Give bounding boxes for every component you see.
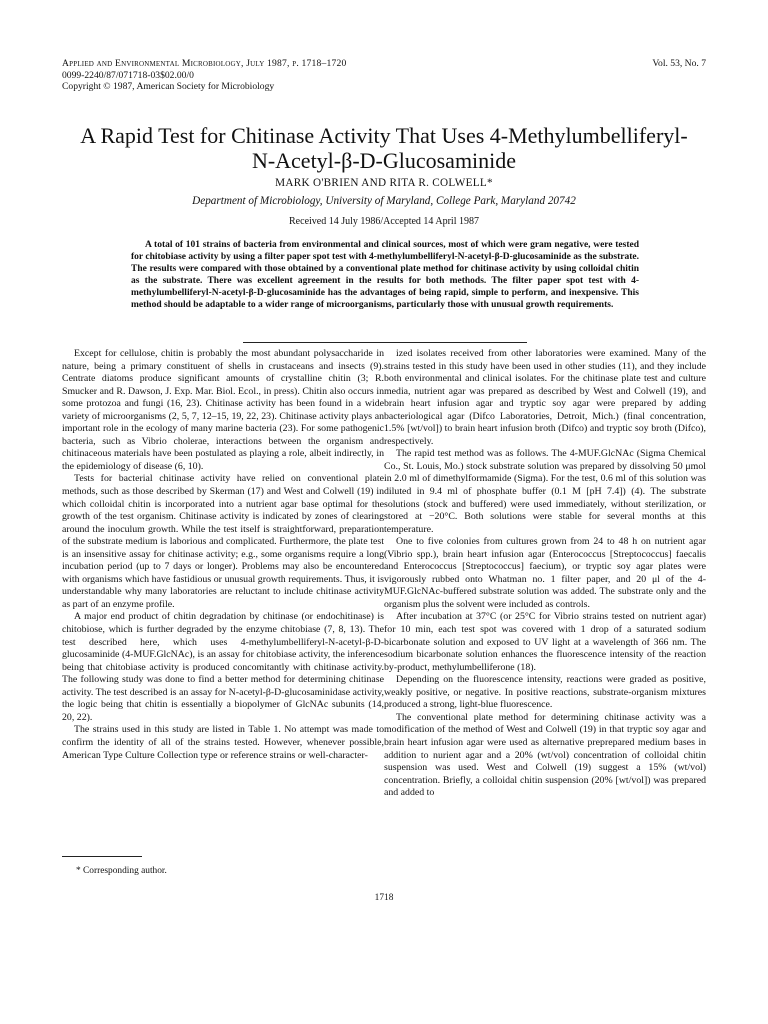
issn-line: 0099-2240/87/071718-03$02.00/0	[62, 69, 194, 81]
body-paragraph: The rapid test method was as follows. The 4-MUF.GlcNAc (Sigma Chemical Co., St. Louis, Mo.) stock substrate solution was prepared by dissolving 50 μmol in 2.0 ml of dimethylformamide (Sigma). For the test, 0.6 ml of this solution was diluted in 9.4 ml of phosphate buffer (0.1 M [pH 7.4]) (4). The substrate solutions (stock and buffered) were used immediately, without sterilization, or stored at −20°C. Both solutions were stable for several months at this temperature.	[384, 448, 706, 535]
author-list: MARK O'BRIEN AND RITA R. COLWELL*	[275, 177, 493, 189]
title-line-2: N-Acetyl-β-D-Glucosaminide	[251, 148, 517, 173]
section-divider	[243, 342, 527, 343]
body-paragraph: ized isolates received from other laboratories were examined. Many of the strains tested in this study have been used in other studies (11), and they include both environmental and clinical isolates. For the chitinase plate test and culture media, nutrient agar was prepared as described by West and Colwell (19), and brain heart infusion agar and tryptic soy agar were prepared by adding bacteriological agar (Difco Laboratories, Detroit, Mich.) (final concentration, 1.5% [wt/vol]) to brain heart infusion broth (Difco) and tryptic soy broth (Difco), respectively.	[384, 348, 706, 447]
affiliation: Department of Microbiology, University of Maryland, College Park, Maryland 20742	[192, 195, 576, 207]
body-paragraph: Except for cellulose, chitin is probably the most abundant polysaccharide in nature, being a primary constituent of shells in crustaceans and insects (9). Centrate diatoms produce significant amounts of crystalline chitin (3; R. Smucker and R. Dawson, J. Exp. Mar. Biol. Ecol., in press). Chitin also occurs in some protozoa and fungi (16, 23). Chitinase activity has been found in a wide variety of microorganisms (2, 5, 7, 12–15, 19, 22, 23). Chitinase activity plays an important role in the ecology of many marine bacteria (23). For some pathogenic bacteria, such as Vibrio cholerae, interactions between the organism and chitinaceous materials have been postulated as playing a role, albeit indirectly, in the epidemiology of disease (6, 10).	[62, 348, 384, 472]
page-number: 1718	[374, 893, 394, 903]
article-title	[40, 123, 728, 173]
body-paragraph: A major end product of chitin degradation by chitinase (or endochitinase) is chitobiose, which is further degraded by the enzyme chitobiase (7, 8, 13). The test described here, which uses 4-methylumbelliferyl-N-acetyl-β-D-glucosaminide (4-MUF.GlcNAc), is an assay for chitobiase activity, the inference being that chitobiase activity is produced concomitantly with chitinase activity. The following study was done to find a better method for determining chitinase activity. The test described is an assay for N-acetyl-β-D-glucosaminidase activity, the logic being that chitin is essentially a biopolymer of GlcNAc subunits (14, 20, 22).	[62, 611, 384, 723]
body-column-right	[384, 348, 706, 800]
body-paragraph: After incubation at 37°C (or 25°C for Vibrio strains tested on nutrient agar) for 10 min, each test spot was covered with 1 drop of a saturated sodium bicarbonate solution and exposed to UV light at a wavelength of 366 nm. The sodium bicarbonate solution enhances the fluorescence intensity of the reaction by-product, methylumbelliferone (18).	[384, 611, 706, 673]
journal-citation: Applied and Environmental Microbiology, July 1987, p. 1718–1720	[62, 58, 347, 69]
footnote-divider	[62, 856, 142, 857]
abstract: A total of 101 strains of bacteria from environmental and clinical sources, most of which were gram negative, were tested for chitobiase activity by using a filter paper spot test with 4-methylumbelliferyl-N-acetyl-β-D-glucosaminide as the substrate. The results were compared with those obtained by a conventional plate method for chitinase activity by using colloidal chitin as the substrate. There was excellent agreement in the results for both methods. The filter paper spot test with 4-methylumbelliferyl-N-acetyl-β-D-glucosaminide has the advantages of being rapid, simple to perform, and inexpensive. This method should be adaptable to a wider range of microorganisms, particularly those with unusual growth requirements.	[131, 240, 639, 311]
received-dates: Received 14 July 1986/Accepted 14 April 1987	[289, 216, 479, 227]
body-column-left	[62, 348, 384, 762]
copyright-line: Copyright © 1987, American Society for Microbiology	[62, 81, 275, 92]
body-paragraph: The conventional plate method for determining chitinase activity was a modification of the method of West and Colwell (19) in that tryptic soy agar and brain heart infusion agar were used as alternative preprepared medium bases in addition to nurient agar and a 20% (wt/vol) concentration of colloidal chitin suspension was used. West and Colwell (19) suggest a 15% (wt/vol) concentration. Briefly, a colloidal chitin suspension (20% [wt/vol]) was prepared and added to	[384, 711, 706, 799]
body-paragraph: One to five colonies from cultures grown from 24 to 48 h on nutrient agar (Vibrio spp.), brain heart infusion agar (Enterococcus [Streptococcus] faecalis and Enterococcus [Streptococcus] faecium), or tryptic soy agar plates were vigorously rubbed onto Whatman no. 1 filter paper, and 20 μl of the 4-MUF.GlcNAc-buffered substrate solution was added. The substrate only and the organism plus the solvent were included as controls.	[384, 536, 706, 610]
volume-issue: Vol. 53, No. 7	[652, 58, 706, 69]
journal-header	[62, 58, 482, 93]
footnote: * Corresponding author.	[76, 866, 167, 876]
title-line-1: A Rapid Test for Chitinase Activity That Uses 4-Methylumbelliferyl-	[80, 123, 688, 148]
body-paragraph: Depending on the fluorescence intensity, reactions were graded as positive, weakly positive, or negative. In positive reactions, substrate-organism mixtures produced a strong, light-blue fluorescence.	[384, 674, 706, 711]
body-paragraph: The strains used in this study are listed in Table 1. No attempt was made to confirm the identity of all of the strains tested. However, whenever possible, American Type Culture Collection type or reference strains or well-character-	[62, 724, 384, 761]
body-paragraph: Tests for bacterial chitinase activity have relied on conventional plate methods, such as those described by Skerman (17) and West and Colwell (19) in which colloidal chitin is incorporated into a nutrient agar base optimal for the growth of the test organism. Chitinase activity is indicated by zones of clearing around the inoculum growth. While the test itself is straightforward, preparation of the substrate medium is laborious and complicated. Furthermore, the plate test is an insensitive assay for chitinase activity; e.g., some organisms require a long incubation period (up to 7 days or longer). Problems may also be encountered with organisms which have fastidious or unusual growth requirements. Thus, it is understandable why many laboratories are reluctant to include chitinase activity as part of an enzyme profile.	[62, 473, 384, 610]
